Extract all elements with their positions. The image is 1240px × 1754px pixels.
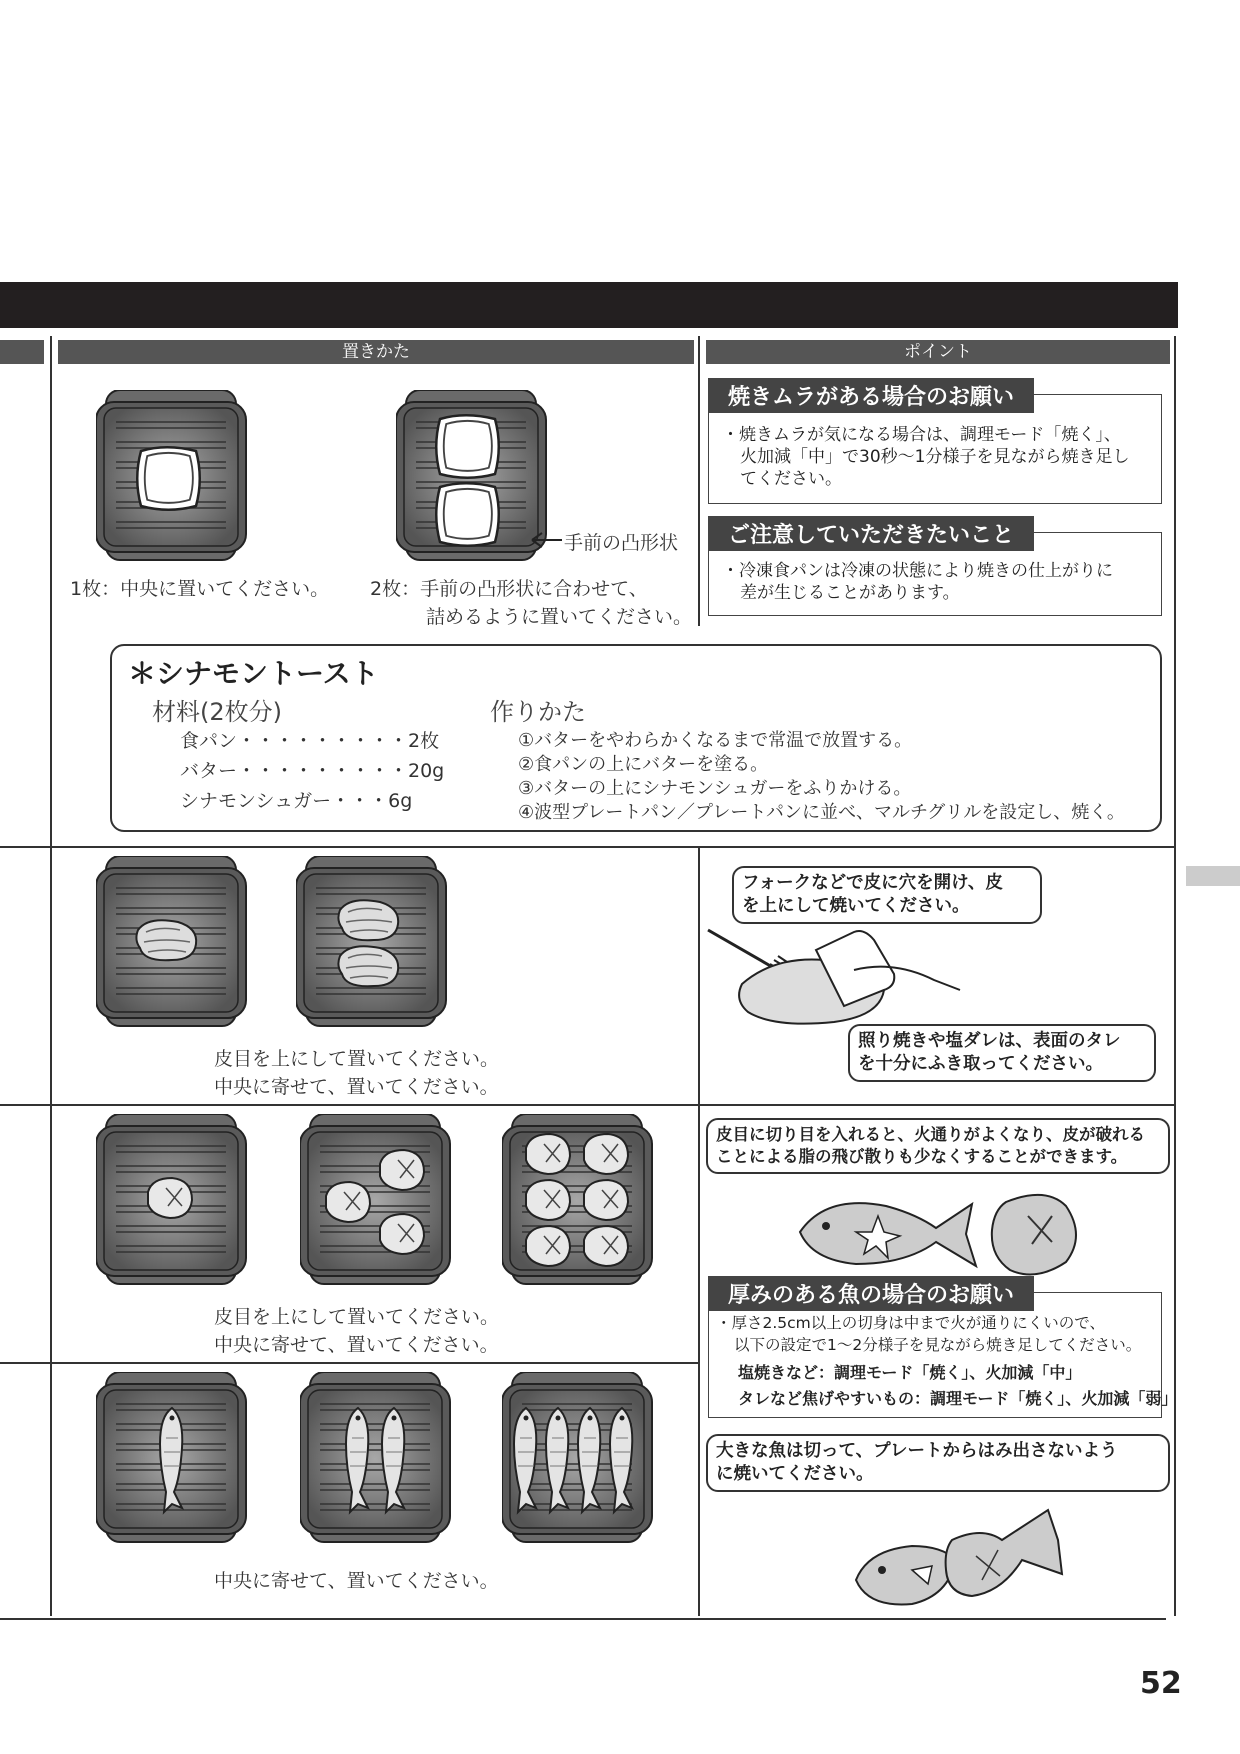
fillet-bubble-line2: ことによる脂の飛び散りも少なくすることができます。	[716, 1147, 1128, 1166]
thick-fish-setting2: タレなど焦げやすいもの：調理モード「焼く」、火加減「弱」	[738, 1389, 1178, 1408]
left-divider	[50, 336, 52, 1616]
ingredient-2: バター・・・・・・・・・20g	[180, 760, 445, 782]
row-divider-2	[0, 1104, 1174, 1106]
thick-fish-setting1: 塩焼きなど：調理モード「焼く」、火加減「中」	[738, 1363, 1082, 1382]
ingredients-heading: 材料(2枚分)	[152, 698, 282, 726]
steps-heading: 作りかた	[490, 698, 586, 726]
caution-line1: ・冷凍食パンは冷凍の状態により焼きの仕上がりに	[722, 561, 1113, 581]
points-header: ポイント	[706, 340, 1170, 364]
step-3: ③バターの上にシナモンシュガーをふりかける。	[518, 778, 912, 799]
toast-caption-two-line2: 詰めるように置いてください。	[426, 606, 693, 628]
page-number: 52	[1140, 1666, 1182, 1701]
step-4: ④波型プレートパン／プレートパンに並べ、マルチグリルを設定し、焼く。	[518, 802, 1125, 823]
caution-box-title: ご注意していただきたいこと	[708, 516, 1034, 551]
row-divider-bottom	[0, 1618, 1166, 1620]
fillet-caption2: 中央に寄せて、置いてください。	[214, 1334, 499, 1356]
side-tab	[1186, 866, 1240, 886]
whole-fish-bubble-line1: 大きな魚は切って、プレートからはみ出さないよう	[716, 1441, 1118, 1461]
chicken-plate-two	[296, 856, 450, 1031]
ingredient-1: 食パン・・・・・・・・・2枚	[180, 730, 440, 752]
fillet-plate-six	[502, 1114, 656, 1289]
chicken-bubble1	[732, 866, 1042, 924]
right-divider	[1174, 336, 1176, 1616]
chicken-plate-one	[96, 856, 250, 1031]
whole-fish-bubble	[706, 1434, 1170, 1492]
whole-fish-caption: 中央に寄せて、置いてください。	[214, 1570, 499, 1592]
chicken-bubble1-line2: を上にして焼いてください。	[742, 896, 970, 916]
toast-caption-one: 1枚：中央に置いてください。	[70, 578, 330, 600]
big-fish-illustration	[852, 1500, 1072, 1612]
whole-fish-bubble-line2: に焼いてください。	[716, 1464, 874, 1484]
whole-fish-plate-two	[300, 1372, 454, 1547]
chicken-caption2: 中央に寄せて、置いてください。	[214, 1076, 499, 1098]
uneven-line1: ・焼きムラが気になる場合は、調理モード「焼く」、	[722, 425, 1121, 445]
fillet-caption1: 皮目を上にして置いてください。	[214, 1306, 500, 1328]
chicken-bubble1-line1: フォークなどで皮に穴を開け、皮	[742, 873, 1003, 893]
arrow-icon	[530, 530, 564, 550]
thick-fish-line2: 以下の設定で1～2分様子を見ながら焼き足してください。	[734, 1336, 1142, 1354]
chicken-fork-illustration	[704, 920, 964, 1032]
uneven-line2: 火加減「中」で30秒～1分様子を見ながら焼き足し	[740, 447, 1130, 467]
step-1: ①バターをやわらかくなるまで常温で放置する。	[518, 730, 913, 751]
uneven-box-title: 焼きムラがある場合のお願い	[708, 378, 1034, 413]
section-header-bar	[0, 282, 1178, 328]
chicken-bubble2-line2: を十分にふき取ってください。	[858, 1054, 1103, 1074]
row-divider-1	[0, 846, 1174, 848]
recipe-title: ＊シナモントースト	[128, 657, 379, 690]
mid-divider-top	[698, 336, 700, 626]
fillet-bubble-line1: 皮目に切り目を入れると、火通りがよくなり、皮が破れる	[716, 1125, 1145, 1144]
convex-label: 手前の凸形状	[564, 532, 679, 554]
thick-fish-line1: ・厚さ2.5cm以上の切身は中まで火が通りにくいので、	[716, 1314, 1105, 1332]
chicken-caption1: 皮目を上にして置いてください。	[214, 1048, 500, 1070]
mid-divider-bottom	[698, 848, 700, 1616]
toast-plate-two	[396, 390, 550, 565]
uneven-line3: てください。	[740, 469, 842, 489]
toast-caption-two-line1: 2枚：手前の凸形状に合わせて、	[370, 578, 648, 600]
whole-fish-plate-four	[502, 1372, 656, 1547]
chicken-bubble2-line1: 照り焼きや塩ダレは、表面のタレ	[858, 1031, 1121, 1051]
whole-fish-plate-one	[96, 1372, 250, 1547]
left-header-stub	[0, 340, 44, 364]
row-divider-3	[0, 1362, 700, 1364]
fillet-bubble	[706, 1118, 1170, 1174]
toast-plate-one	[96, 390, 250, 565]
fish-cut-illustration	[796, 1186, 1096, 1282]
placement-header: 置きかた	[58, 340, 694, 364]
fillet-plate-two	[300, 1114, 454, 1289]
step-2: ②食パンの上にバターを塗る。	[518, 754, 769, 775]
caution-line2: 差が生じることがあります。	[740, 583, 960, 603]
fillet-plate-one	[96, 1114, 250, 1289]
chicken-bubble2	[848, 1024, 1156, 1082]
ingredient-3: シナモンシュガー・・・6g	[180, 790, 413, 812]
thick-fish-box-title: 厚みのある魚の場合のお願い	[708, 1276, 1034, 1311]
